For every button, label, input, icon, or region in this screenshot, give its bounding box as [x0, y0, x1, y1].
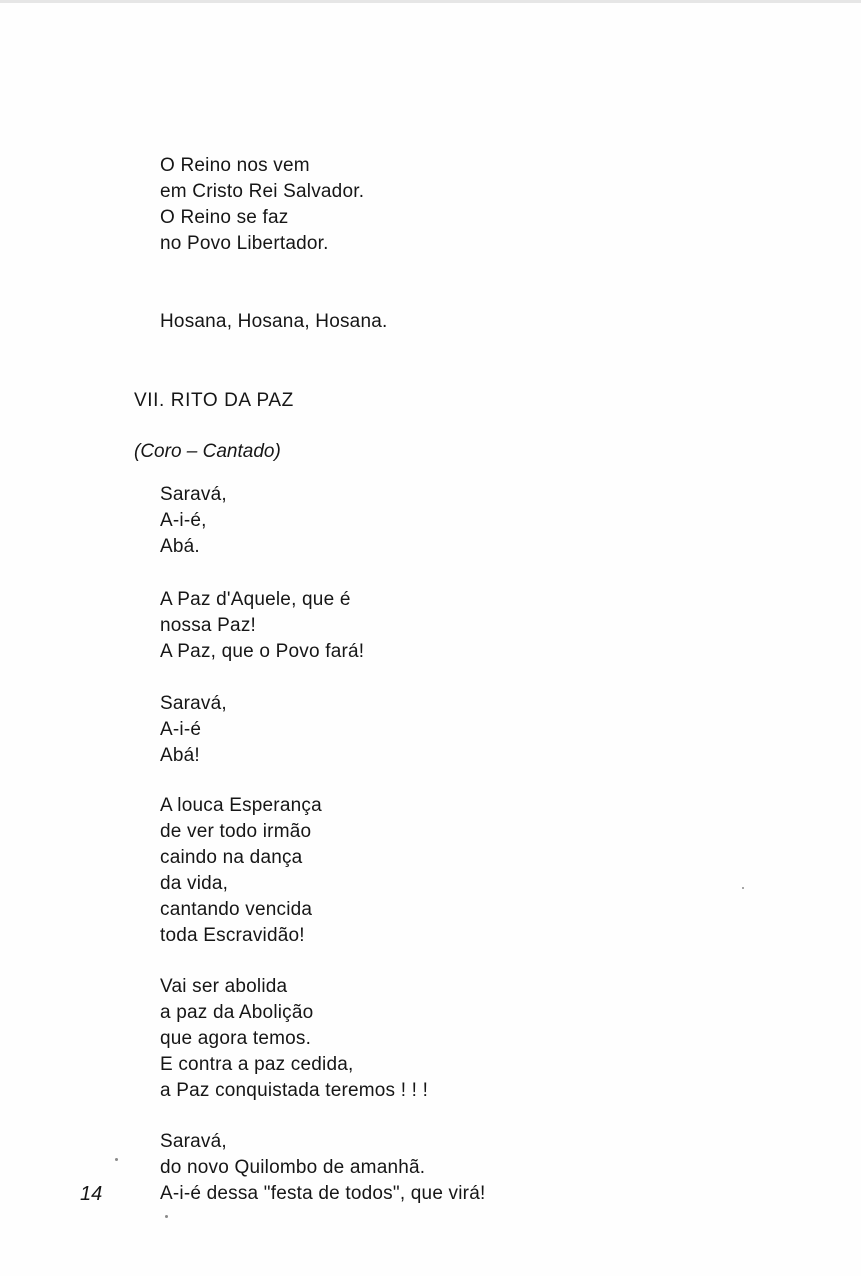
verse-line: em Cristo Rei Salvador. [160, 181, 365, 202]
section-heading: VII. RITO DA PAZ [134, 390, 294, 411]
verse-line: Vai ser abolida [160, 976, 288, 997]
verse-line: do novo Quilombo de amanhã. [160, 1157, 426, 1178]
verse-line: Saravá, [160, 1131, 227, 1152]
verse-line: A-i-é, [160, 510, 207, 531]
verse-line: O Reino nos vem [160, 155, 310, 176]
verse-line: toda Escravidão! [160, 925, 305, 946]
verse-line: O Reino se faz [160, 207, 289, 228]
verse-line: cantando vencida [160, 899, 313, 920]
verse-line: Abá. [160, 536, 200, 557]
verse-line: nossa Paz! [160, 615, 256, 636]
stanza-reino [160, 153, 364, 257]
stanza-quilombo [160, 1129, 485, 1207]
verse-line: Hosana, Hosana, Hosana. [160, 311, 388, 332]
stanza-esperanca [160, 793, 322, 949]
verse-line: a paz da Abolição [160, 1002, 314, 1023]
stanza-sarava-2 [160, 691, 227, 769]
stanza-paz [160, 587, 364, 665]
verse-line: Abá! [160, 745, 200, 766]
verse-line: A Paz d'Aquele, que é [160, 589, 351, 610]
verse-line: da vida, [160, 873, 229, 894]
verse-line: E contra a paz cedida, [160, 1054, 354, 1075]
verse-line: A Paz, que o Povo fará! [160, 641, 365, 662]
print-speck [165, 1215, 168, 1218]
verse-line: que agora temos. [160, 1028, 312, 1049]
verse-line: Saravá, [160, 484, 227, 505]
print-speck [742, 887, 744, 889]
page-top-edge [0, 0, 861, 3]
section-subheading: (Coro – Cantado) [134, 441, 281, 462]
verse-line: a Paz conquistada teremos ! ! ! [160, 1080, 429, 1101]
stanza-sarava-1 [160, 482, 227, 560]
page-number: 14 [80, 1183, 103, 1205]
verse-line: Saravá, [160, 693, 227, 714]
print-speck [115, 1158, 118, 1161]
verse-line: no Povo Libertador. [160, 233, 329, 254]
verse-line: A-i-é dessa "festa de todos", que virá! [160, 1183, 486, 1204]
stanza-hosana [160, 309, 387, 335]
stanza-abolicao [160, 974, 428, 1104]
verse-line: A-i-é [160, 719, 202, 740]
verse-line: caindo na dança [160, 847, 303, 868]
verse-line: A louca Esperança [160, 795, 322, 816]
verse-line: de ver todo irmão [160, 821, 312, 842]
